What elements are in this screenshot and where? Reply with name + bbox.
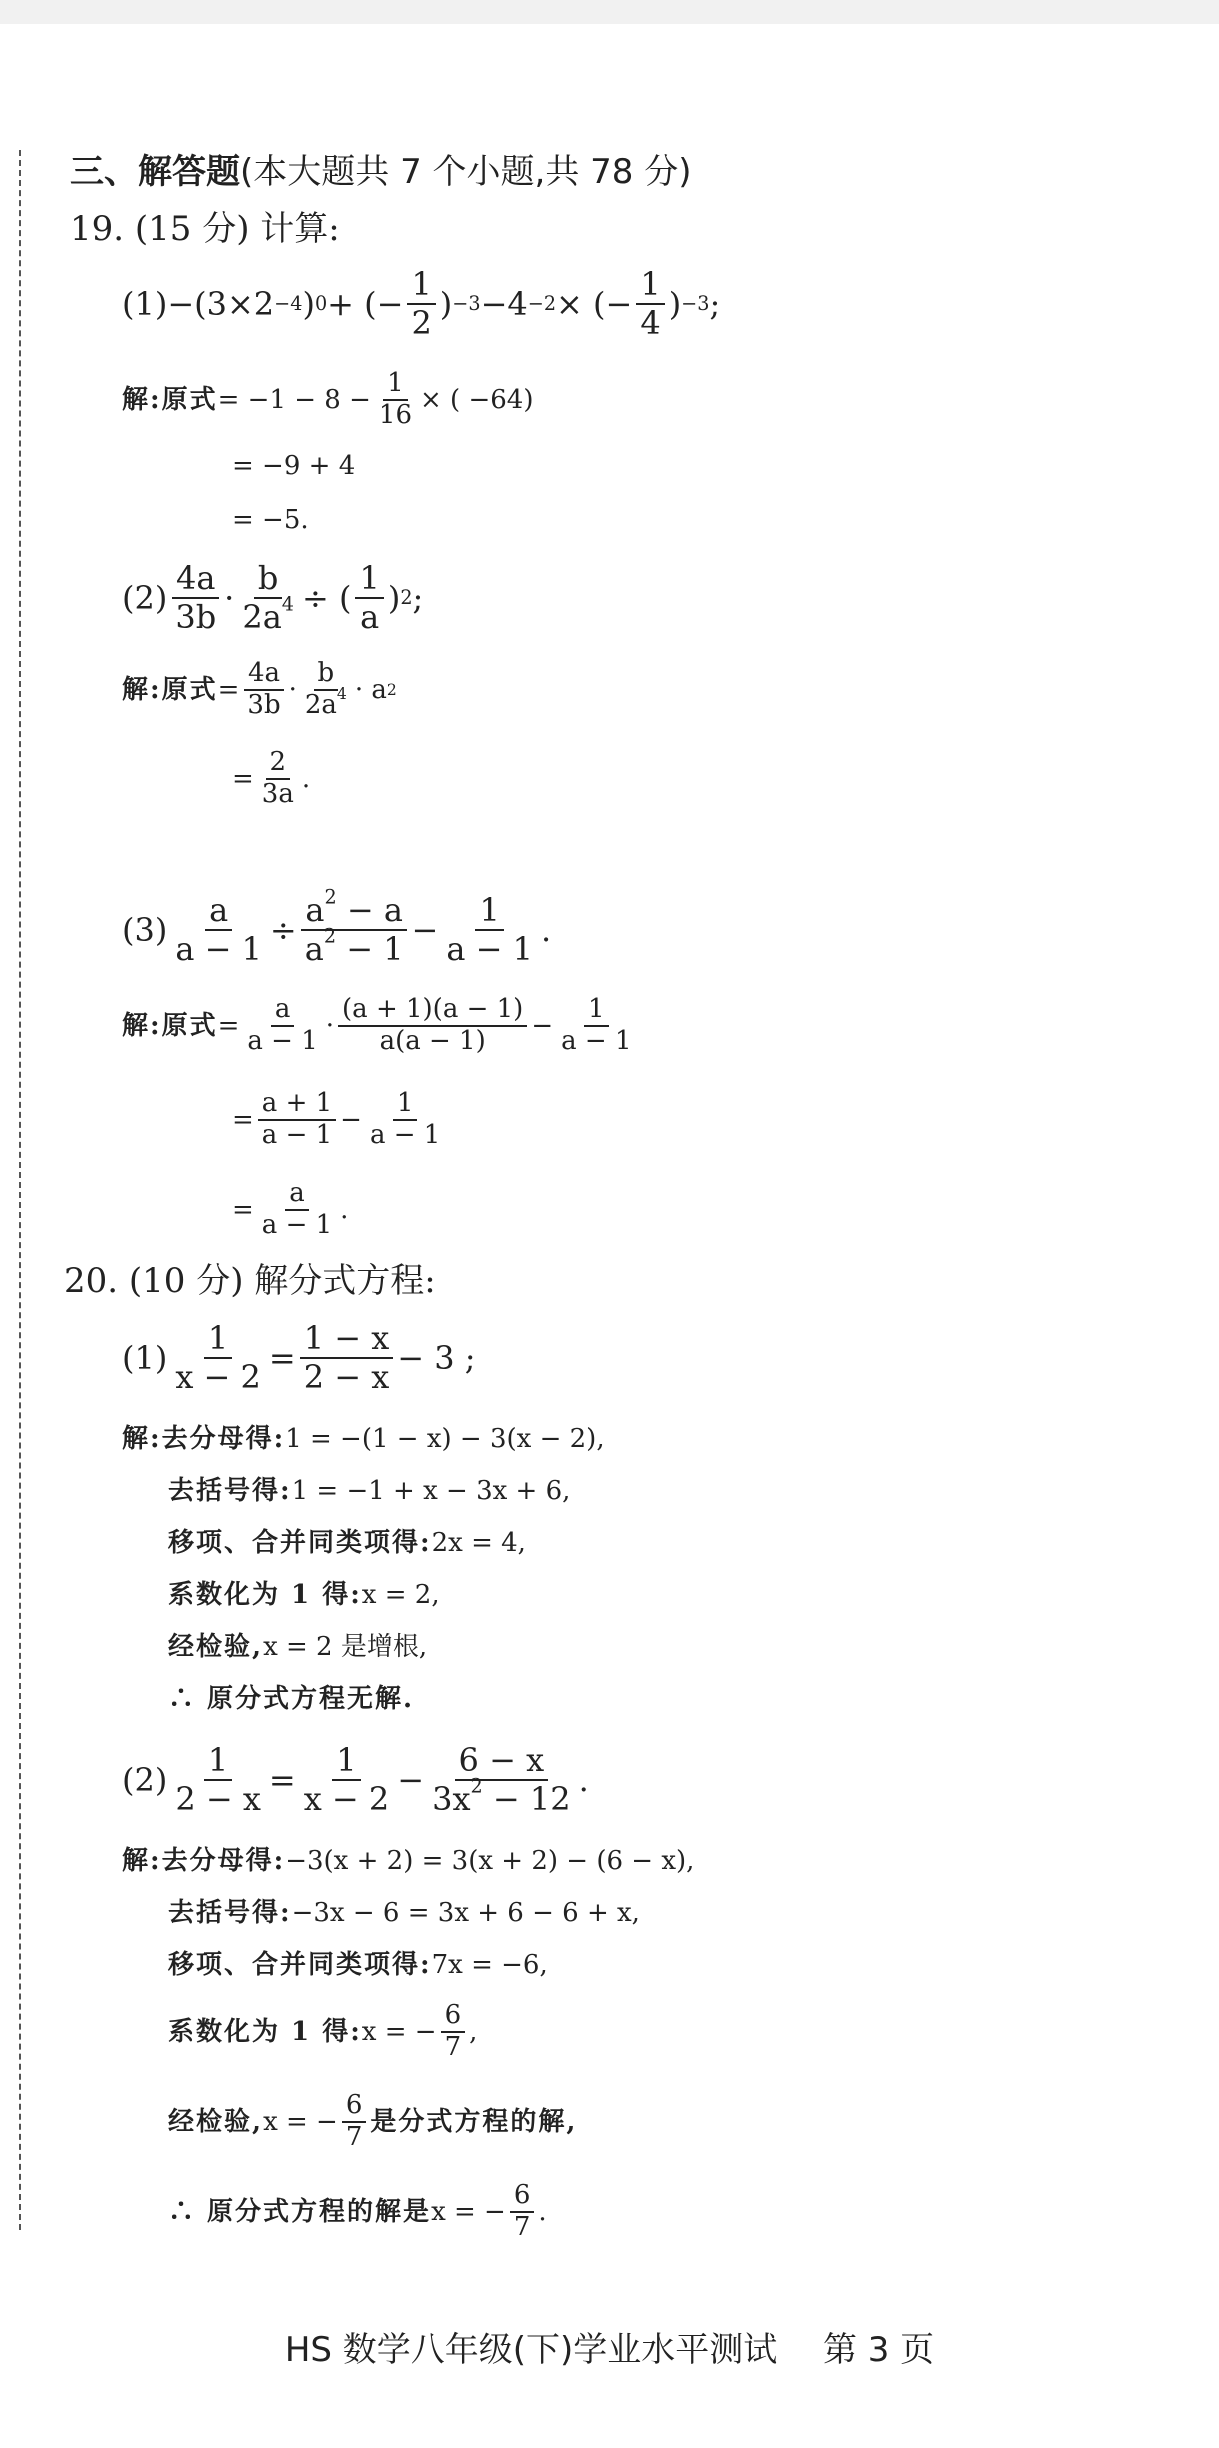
q19-2-step xyxy=(232,745,310,813)
fraction xyxy=(243,659,284,721)
exp: 2 xyxy=(324,885,337,909)
den: a − 1 xyxy=(561,1026,632,1056)
fraction xyxy=(636,266,664,342)
expr-part: −4 xyxy=(480,285,528,323)
num: a + 1 xyxy=(258,1089,336,1121)
section-heading xyxy=(70,152,692,192)
den: a − 1 xyxy=(369,1120,441,1150)
num: 6 xyxy=(441,2001,466,2033)
den: 4 xyxy=(640,304,661,342)
den: a − 1 xyxy=(175,930,262,968)
q19-header: 19. (15 分) 计算: xyxy=(70,209,340,249)
fraction xyxy=(238,560,298,636)
step-label: ∴ 原分式方程无解. xyxy=(168,1684,415,1714)
fraction xyxy=(171,1742,265,1818)
step-label: 移项、合并同类项得: xyxy=(168,1528,432,1558)
num: 6 xyxy=(510,2181,535,2213)
den: x − 2 xyxy=(303,1780,390,1818)
expr-part: ÷ ( xyxy=(302,579,352,617)
num: 1 xyxy=(355,560,383,599)
solution-lead: 解:原式 xyxy=(122,1011,218,1041)
q19-1-problem: (1) −(3×2 −4 ) 0 + (− $\frac{1}{2}$ ) −3 −4 −2 × (− $\frac{1}{4}$ ) −3 ; xyxy=(122,265,721,342)
step-math: x = 2 是增根, xyxy=(263,1632,428,1662)
solution-lead: 解:原式 xyxy=(122,675,218,705)
fraction xyxy=(557,995,635,1057)
expr-part: ) xyxy=(302,285,315,323)
q19-3-step2 xyxy=(232,1177,348,1243)
step-math: −3(x + 2) = 3(x + 2) − (6 − x), xyxy=(285,1846,695,1876)
q20-1-step5 xyxy=(168,1634,427,1660)
den: 16 xyxy=(378,400,412,430)
step-math: x = − xyxy=(361,2017,437,2047)
den-rest: − 1 xyxy=(336,930,404,968)
num: 6 − x xyxy=(455,1742,549,1781)
step-math: x = − xyxy=(431,2197,506,2227)
den: 7 xyxy=(345,2122,363,2152)
den: x − 2 xyxy=(175,1358,261,1396)
num: (a + 1)(a − 1) xyxy=(338,995,527,1027)
fraction xyxy=(300,1320,394,1396)
expr-part: ) xyxy=(387,579,401,617)
step-label: 系数化为 1 得: xyxy=(168,2017,362,2047)
num: 2 xyxy=(266,748,291,780)
page-footer xyxy=(0,2322,1219,2371)
den: a xyxy=(360,598,380,636)
exp: 2 xyxy=(470,1774,483,1798)
expr-part: = xyxy=(232,764,254,794)
expr-part: = −1 − 8 − xyxy=(217,385,371,415)
den-rest: − 12 xyxy=(482,1780,571,1818)
expr-part: ; xyxy=(709,285,721,323)
fraction xyxy=(258,748,298,810)
fraction xyxy=(171,892,266,968)
section-note: (本大题共 7 个小题,共 78 分) xyxy=(240,152,692,192)
den: a − 1 xyxy=(247,1026,318,1056)
q20-1-step4 xyxy=(168,1582,440,1608)
den: 3a xyxy=(261,779,294,809)
num: b xyxy=(314,659,339,691)
step-math: 7x = −6, xyxy=(431,1950,548,1980)
expr-part: . xyxy=(301,764,311,794)
num: 4a xyxy=(172,560,219,599)
num: 1 xyxy=(584,995,609,1027)
q20-2-step6 xyxy=(168,2178,547,2246)
fraction xyxy=(301,885,408,968)
den: 7 xyxy=(513,2212,531,2242)
q20-header: 20. (10 分) 解分式方程: xyxy=(64,1261,436,1301)
page-number: 第 3 页 xyxy=(822,2330,935,2370)
num: 1 − x xyxy=(300,1320,394,1359)
q20-1-problem xyxy=(122,1320,476,1396)
step-label: 是分式方程的解, xyxy=(370,2107,578,2137)
fraction xyxy=(366,1089,444,1151)
step-math: x = − xyxy=(263,2107,338,2137)
fraction xyxy=(258,1179,336,1241)
den: a − 1 xyxy=(261,1210,333,1240)
q19-2-problem: (2) $\frac{4a}{3b}$ · $\frac{b}{2a^4}$ ÷ ( $\frac{1}{a}$ ) 2 ; xyxy=(122,559,424,636)
scan-top-shade xyxy=(0,0,1219,24)
step-label: 经检验, xyxy=(168,1632,264,1662)
expr-part: × (− xyxy=(556,285,633,323)
step-math: x = 2, xyxy=(361,1580,440,1610)
num: b xyxy=(254,560,282,599)
num: a xyxy=(285,1179,309,1211)
den: 7 xyxy=(444,2032,462,2062)
q20-2-step3 xyxy=(168,1952,548,1978)
num: 1 xyxy=(204,1742,232,1781)
fraction xyxy=(441,2001,466,2063)
expr-part: − xyxy=(340,1105,362,1135)
num: 1 xyxy=(383,369,408,401)
fraction xyxy=(375,369,416,431)
q19-3-problem xyxy=(122,885,552,968)
exp: 4 xyxy=(281,592,294,616)
num-base: a xyxy=(305,891,325,930)
expr-part: −(3×2 xyxy=(167,285,275,323)
step-label: 系数化为 1 得: xyxy=(168,1580,362,1610)
dot: · xyxy=(224,579,235,617)
q20-1-step6 xyxy=(168,1686,414,1712)
fraction xyxy=(428,1742,575,1818)
step-label: 解:去分母得: xyxy=(122,1424,286,1454)
expr-part: = xyxy=(268,1761,296,1799)
step-math: −3x − 6 = 3x + 6 − 6 + x, xyxy=(291,1898,640,1928)
expr-part: − xyxy=(397,1761,425,1799)
q20-2-step4 xyxy=(168,1998,477,2066)
step-math: 1 = −(1 − x) − 3(x − 2), xyxy=(285,1424,605,1454)
fraction xyxy=(258,1089,336,1151)
expr-part: − xyxy=(411,911,439,949)
q20-2-step5 xyxy=(168,2088,577,2156)
den: 2 − x xyxy=(303,1358,390,1396)
den xyxy=(428,1774,575,1818)
q20-2-step1 xyxy=(122,1848,694,1874)
expr-part: ; xyxy=(412,579,424,617)
solution-lead: 解:原式 xyxy=(122,385,218,415)
num: 1 xyxy=(407,266,435,305)
den: 3b xyxy=(175,598,217,636)
step-label: 移项、合并同类项得: xyxy=(168,1950,432,1980)
q19-2-solution: 解:原式 = $\frac{4a}{3b}$ · $\frac{b}{2a^4}$ · a 2 xyxy=(122,658,397,720)
footer-title: HS 数学八年级(下)学业水平测试 xyxy=(284,2330,778,2370)
den xyxy=(301,684,351,721)
den: 2 xyxy=(411,304,432,342)
num: 1 xyxy=(204,1320,232,1359)
fraction xyxy=(300,1742,394,1818)
expr-part: ) xyxy=(668,285,682,323)
q19-1-label: (1) xyxy=(122,285,168,323)
binding-dashed-line xyxy=(19,150,21,2230)
step-label: 去括号得: xyxy=(168,1476,292,1506)
den-base: 2a xyxy=(304,690,337,720)
den-base: a xyxy=(304,930,324,968)
num: 1 xyxy=(332,1742,360,1781)
exp: 4 xyxy=(336,684,347,703)
num xyxy=(301,885,407,931)
den-base: 3x xyxy=(432,1780,471,1818)
q20-2-step2 xyxy=(168,1900,640,1926)
num: 1 xyxy=(636,266,664,305)
q19-3-solution xyxy=(122,992,639,1060)
expr-part: = xyxy=(217,675,240,705)
dot: · xyxy=(325,1011,335,1041)
den xyxy=(301,924,408,968)
expr-part: . xyxy=(540,911,552,949)
num: a xyxy=(271,995,295,1027)
expr-part: + (− xyxy=(327,285,404,323)
section-title: 三、解答题 xyxy=(70,152,240,192)
expr-part: . xyxy=(340,1195,349,1225)
num-rest: − a xyxy=(336,891,403,930)
den: a − 1 xyxy=(446,930,533,968)
expr-part: = xyxy=(217,1011,240,1041)
num: a xyxy=(205,892,232,931)
den: a − 1 xyxy=(261,1120,333,1150)
expr-part: = xyxy=(232,1105,254,1135)
num: 4a xyxy=(244,659,284,691)
step-label: 去括号得: xyxy=(168,1898,292,1928)
q20-1-label: (1) xyxy=(122,1339,168,1377)
num: 1 xyxy=(475,892,503,931)
q19-3-step1 xyxy=(232,1087,448,1153)
expr-part: ÷ xyxy=(269,911,297,949)
step-math: , xyxy=(469,2017,478,2047)
num: 1 xyxy=(393,1089,418,1121)
step-math: 2x = 4, xyxy=(431,1528,526,1558)
exp: 2 xyxy=(323,924,337,948)
q20-2-label: (2) xyxy=(122,1761,168,1799)
fraction xyxy=(171,1320,265,1396)
den-base: 2a xyxy=(242,598,282,636)
den: a(a − 1) xyxy=(379,1026,486,1056)
q19-1-solution xyxy=(122,368,533,432)
q19-1-step2: = −5. xyxy=(232,505,309,535)
num: 6 xyxy=(342,2091,367,2123)
fraction xyxy=(171,560,220,636)
step-math: . xyxy=(538,2197,547,2227)
den: 3b xyxy=(247,690,281,720)
expr-part: = xyxy=(268,1339,296,1377)
fraction xyxy=(355,560,383,636)
expr-part: − xyxy=(531,1011,554,1041)
expr-part: × ( −64) xyxy=(420,385,534,415)
q20-2-problem xyxy=(122,1742,589,1818)
den xyxy=(238,592,298,636)
fraction xyxy=(338,995,527,1057)
step-label: 解:去分母得: xyxy=(122,1846,286,1876)
expr-part: · a xyxy=(354,675,387,705)
q19-3-label: (3) xyxy=(122,911,168,949)
expr-part: = xyxy=(232,1195,254,1225)
fraction xyxy=(243,995,321,1057)
expr-part: ) xyxy=(439,285,453,323)
fraction xyxy=(442,892,537,968)
step-label: ∴ 原分式方程的解是 xyxy=(168,2197,432,2227)
step-math: 1 = −1 + x − 3x + 6, xyxy=(291,1476,571,1506)
fraction xyxy=(510,2181,535,2243)
expr-part: − 3 ; xyxy=(397,1339,476,1377)
step-label: 经检验, xyxy=(168,2107,264,2137)
den: 2 − x xyxy=(175,1780,261,1818)
fraction xyxy=(407,266,435,342)
q20-1-step2 xyxy=(168,1478,570,1504)
q20-1-step3 xyxy=(168,1530,526,1556)
fraction xyxy=(301,659,351,721)
fraction xyxy=(342,2091,367,2153)
dot: · xyxy=(288,675,297,705)
q19-1-step1: = −9 + 4 xyxy=(232,451,356,481)
expr-part: . xyxy=(578,1761,589,1799)
q20-1-step1 xyxy=(122,1426,605,1452)
q19-2-label: (2) xyxy=(122,579,168,617)
